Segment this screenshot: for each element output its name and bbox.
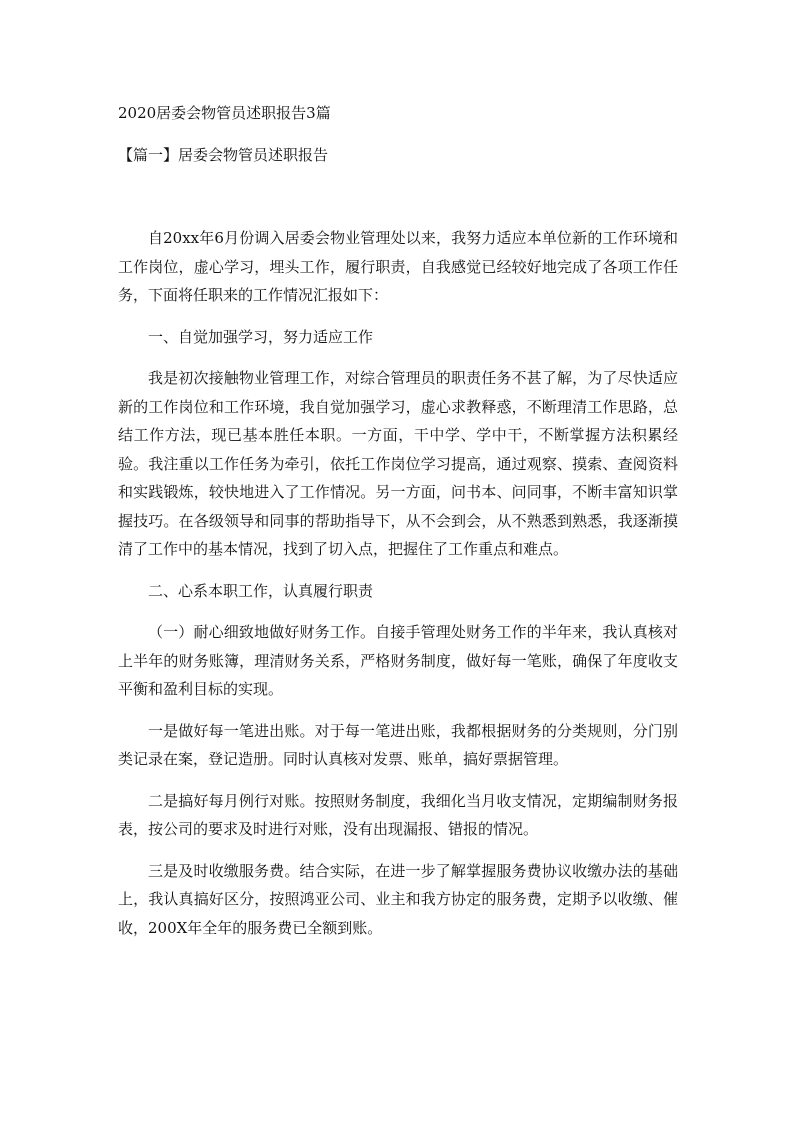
body-paragraph: 三是及时收缴服务费。结合实际，在进一步了解掌握服务费协议收缴办法的基础上，我认真搞好区分，按照鸿亚公司、业主和我方协定的服务费，定期予以收缴、催收，200X年全年的服务费已全额到账。 (118, 861, 678, 937)
body-paragraph: 一是做好每一笔进出账。对于每一笔进出账，我都根据财务的分类规则，分门别类记录在案，登记造册。同时认真核对发票、账单，搞好票据管理。 (118, 721, 678, 768)
section-heading-2: 二、心系本职工作，认真履行职责 (148, 581, 374, 600)
section-title: 【篇一】居委会物管员述职报告 (118, 146, 329, 164)
document-body (118, 224, 678, 955)
document-title: 2020居委会物管员述职报告3篇 (118, 104, 331, 122)
body-paragraph: （一）耐心细致地做好财务工作。自接手管理处财务工作的半年来，我认真核对上半年的财务账簿，理清财务关系，严格财务制度，做好每一笔账，确保了年度收支平衡和盈利目标的实现。 (118, 623, 678, 698)
intro-paragraph: 自20xx年6月份调入居委会物业管理处以来，我努力适应本单位新的工作环境和工作岗位，虚心学习，埋头工作，履行职责，自我感觉已经较好地完成了各项工作任务，下面将任职来的工作情况汇报如下： (118, 229, 678, 304)
section-heading-1: 一、自觉加强学习，努力适应工作 (148, 327, 374, 346)
body-paragraph: 我是初次接触物业管理工作，对综合管理员的职责任务不甚了解，为了尽快适应新的工作岗位和工作环境，我自觉加强学习，虚心求教释惑，不断理清工作思路，总结工作方法，现已基本胜任本职。一方面，干中学、学中干，不断掌握方法积累经验。我注重以工作任务为牵引，依托工作岗位学习提高，通过观察、摸索、查阅资料和实践锻炼，较快地进入了工作情况。另一方面，问书本、问同事，不断丰富知识掌握技巧。在各级领导和同事的帮助指导下，从不会到会，从不熟悉到熟悉，我逐渐摸清了工作中的基本情况，找到了切入点，把握住了工作重点和难点。 (118, 369, 678, 558)
body-paragraph: 二是搞好每月例行对账。按照财务制度，我细化当月收支情况，定期编制财务报表，按公司的要求及时进行对账，没有出现漏报、错报的情况。 (118, 791, 678, 838)
